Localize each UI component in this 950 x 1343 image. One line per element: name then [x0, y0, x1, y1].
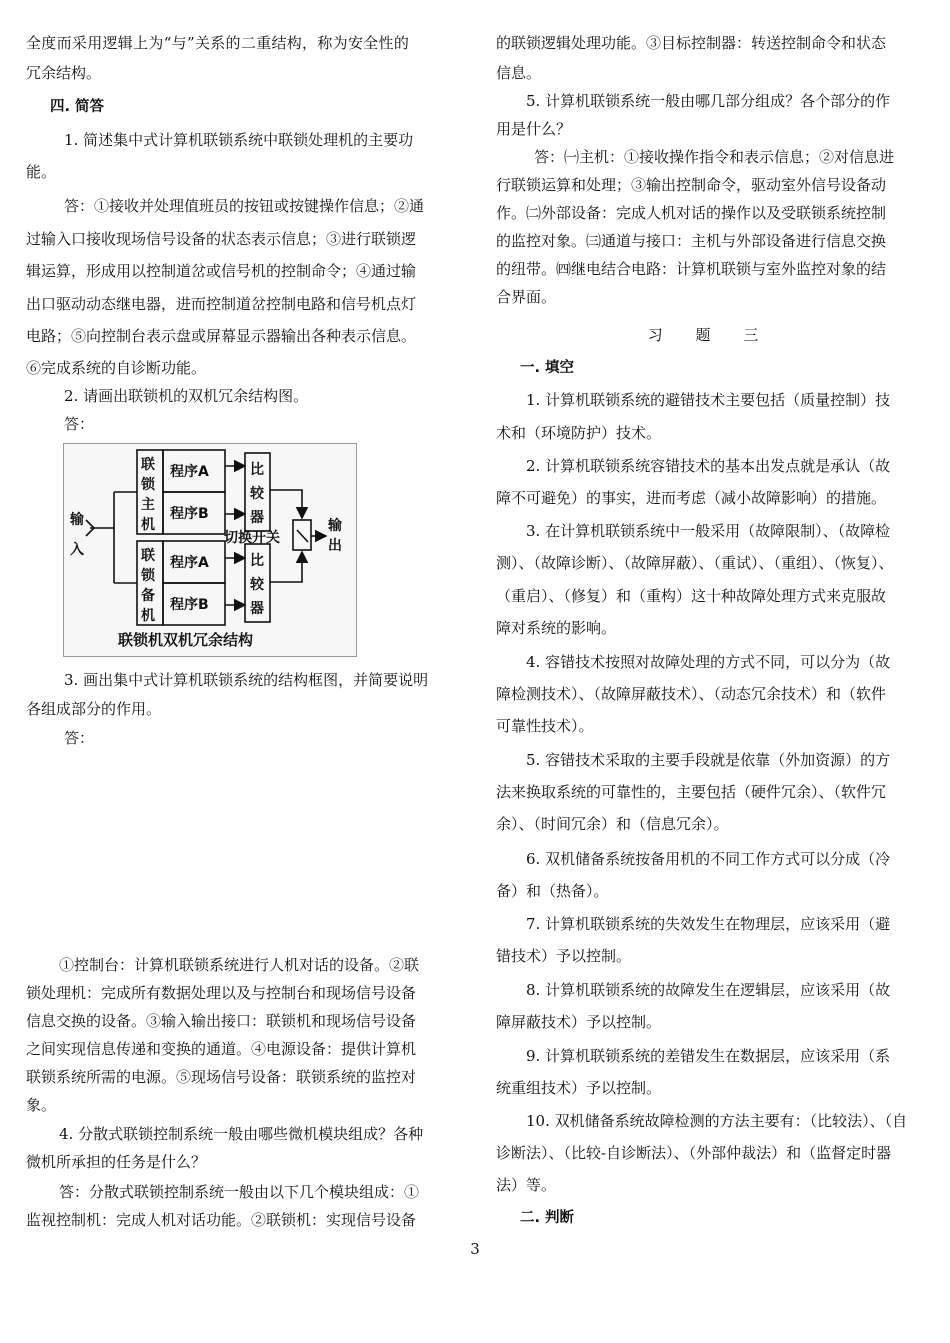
fill-blank-item: 2. 计算机联锁系统容错技术的基本出发点就是承认（故 — [526, 457, 891, 475]
fill-blank-item: 7. 计算机联锁系统的失效发生在物理层，应该采用（避 — [526, 915, 891, 933]
fill-blank-item: 障检测技术）、（故障屏蔽技术）、（动态冗余技术）和（软件 — [496, 685, 887, 703]
fill-blank-item: （重启）、（修复）和（重构）这十种故障处理方式来克服故 — [496, 587, 887, 605]
answer-text: 答：分散式联锁控制系统一般由以下几个模块组成：① — [59, 1183, 420, 1201]
question-text: 4. 分散式联锁控制系统一般由哪些微机模块组成？各种 — [59, 1125, 424, 1143]
output-label: 出 — [328, 538, 342, 554]
answer-text: 信息交换的设备。③输入输出接口：联锁机和现场信号设备 — [26, 1012, 417, 1030]
answer-text: 监视控制机：完成人机对话功能。②联锁机：实现信号设备 — [26, 1211, 417, 1229]
answer-text: 辑运算，形成用以控制道岔或信号机的控制命令；④通过输 — [26, 262, 417, 280]
fill-blank-item: 可靠性技术）。 — [496, 717, 594, 735]
question-text: 用是什么？ — [496, 120, 572, 138]
program-b-label: 程序B — [170, 506, 209, 522]
question-text: 能。 — [26, 163, 57, 181]
main-host-label: 机 — [141, 517, 155, 533]
answer-text: ⑥完成系统的自诊断功能。 — [26, 359, 207, 377]
fill-blank-item: 3. 在计算机联锁系统中一般采用（故障限制）、（故障检 — [526, 522, 891, 540]
main-host-label: 联 — [141, 457, 155, 473]
input-label: 入 — [70, 542, 84, 558]
answer-text: 答：①接收并处理值班员的按钮或按键操作信息；②通 — [64, 197, 425, 215]
question-text: 2. 请画出联锁机的双机冗余结构图。 — [64, 387, 309, 405]
comparator-label: 器 — [250, 601, 264, 617]
answer-text: 过输入口接收现场信号设备的状态表示信息；③进行联锁逻 — [26, 230, 417, 248]
answer-text: 答：㈠主机：①接收操作指令和表示信息；②对信息进 — [534, 148, 895, 166]
fill-blank-item: 余）、（时间冗余）和（信息冗余）。 — [496, 815, 729, 833]
fill-blank-item: 5. 容错技术采取的主要手段就是依靠（外加资源）的方 — [526, 751, 891, 769]
answer-label: 答： — [64, 415, 95, 433]
answer-text: 行联锁运算和处理；③输出控制命令，驱动室外信号设备动 — [496, 176, 887, 194]
text-line: 冗余结构。 — [26, 64, 102, 82]
question-text: 3. 画出集中式计算机联锁系统的结构框图，并简要说明 — [64, 671, 429, 689]
exercise-title: 习 题 三 — [647, 326, 773, 344]
backup-host-label: 锁 — [141, 568, 155, 584]
fill-blank-item: 1. 计算机联锁系统的避错技术主要包括（质量控制）技 — [526, 391, 891, 409]
program-a-label: 程序A — [170, 464, 209, 480]
program-b-label: 程序B — [170, 597, 209, 613]
input-label: 输 — [70, 512, 84, 528]
fill-blank-item: 法来换取系统的可靠性的，主要包括（硬件冗余）、（软件冗 — [496, 783, 887, 801]
answer-text: 联锁系统所需的电源。⑤现场信号设备：联锁系统的监控对 — [26, 1068, 417, 1086]
answer-text: 合界面。 — [496, 288, 557, 306]
comparator-label: 较 — [250, 486, 264, 502]
question-text: 微机所承担的任务是什么？ — [26, 1153, 207, 1171]
comparator-label: 较 — [250, 577, 264, 593]
answer-text: 的监控对象。㈢通道与接口：主机与外部设备进行信息交换 — [496, 232, 887, 250]
comparator-label: 比 — [250, 462, 264, 478]
fill-blank-item: 测）、（故障诊断）、（故障屏蔽）、（重试）、（重组）、（恢复）、 — [496, 554, 894, 572]
question-text: 各组成部分的作用。 — [26, 700, 162, 718]
switch-label: 切换开关 — [224, 530, 280, 546]
section-heading: 一. 填空 — [520, 360, 575, 376]
answer-label: 答： — [64, 729, 95, 747]
text-line: 全度而采用逻辑上为“与”关系的二重结构，称为安全性的 — [26, 34, 410, 52]
section-heading: 二. 判断 — [520, 1210, 575, 1226]
answer-text: 象。 — [26, 1096, 57, 1114]
answer-text: ①控制台：计算机联锁系统进行人机对话的设备。②联 — [59, 956, 420, 974]
fill-blank-item: 错技术）予以控制。 — [496, 947, 632, 965]
fill-blank-item: 4. 容错技术按照对故障处理的方式不同，可以分为（故 — [526, 653, 891, 671]
answer-text: 信息。 — [496, 64, 542, 82]
main-host-label: 主 — [141, 497, 155, 513]
diagram-caption: 联锁机双机冗余结构 — [118, 631, 254, 649]
answer-text: 之间实现信息传递和变换的通道。④电源设备：提供计算机 — [26, 1040, 417, 1058]
fill-blank-item: 8. 计算机联锁系统的故障发生在逻辑层，应该采用（故 — [526, 981, 891, 999]
main-host-label: 锁 — [141, 477, 155, 493]
fill-blank-item: 障屏蔽技术）予以控制。 — [496, 1013, 662, 1031]
output-label: 输 — [328, 518, 342, 534]
backup-host-label: 机 — [141, 608, 155, 624]
backup-host-label: 联 — [141, 548, 155, 564]
answer-text: 出口驱动动态继电器，进而控制道岔控制电路和信号机点灯 — [26, 295, 417, 313]
comparator-label: 比 — [250, 553, 264, 569]
fill-blank-item: 术和（环境防护）技术。 — [496, 424, 662, 442]
answer-text: 的联锁逻辑处理功能。③目标控制器：转送控制命令和状态 — [496, 34, 887, 52]
fill-blank-item: 9. 计算机联锁系统的差错发生在数据层，应该采用（系 — [526, 1047, 891, 1065]
fill-blank-item: 障不可避免）的事实，进而考虑（减小故障影响）的措施。 — [496, 489, 887, 507]
answer-text: 锁处理机：完成所有数据处理以及与控制台和现场信号设备 — [26, 984, 417, 1002]
fill-blank-item: 10. 双机储备系统故障检测的方法主要有：（比较法）、（自 — [526, 1112, 908, 1130]
section-heading: 四. 简答 — [50, 99, 105, 115]
fill-blank-item: 法）等。 — [496, 1176, 557, 1194]
page-number: 3 — [470, 1240, 480, 1258]
question-text: 5. 计算机联锁系统一般由哪几部分组成？各个部分的作 — [526, 92, 891, 110]
answer-text: 电路；⑤向控制台表示盘或屏幕显示器输出各种表示信息。 — [26, 327, 417, 345]
fill-blank-item: 诊断法）、（比较-自诊断法）、（外部仲裁法）和（监督定时器 — [496, 1144, 892, 1162]
program-a-label: 程序A — [170, 555, 209, 571]
answer-text: 作。㈡外部设备：完成人机对话的操作以及受联锁系统控制 — [496, 204, 887, 222]
comparator-label: 器 — [250, 510, 264, 526]
question-text: 1. 简述集中式计算机联锁系统中联锁处理机的主要功 — [64, 131, 414, 149]
redundancy-diagram — [63, 443, 357, 657]
fill-blank-item: 统重组技术）予以控制。 — [496, 1079, 662, 1097]
fill-blank-item: 备）和（热备）。 — [496, 882, 609, 900]
backup-host-label: 备 — [141, 588, 155, 604]
answer-text: 的纽带。㈣继电结合电路：计算机联锁与室外监控对象的结 — [496, 260, 887, 278]
fill-blank-item: 障对系统的影响。 — [496, 619, 617, 637]
fill-blank-item: 6. 双机储备系统按备用机的不同工作方式可以分成（冷 — [526, 850, 891, 868]
